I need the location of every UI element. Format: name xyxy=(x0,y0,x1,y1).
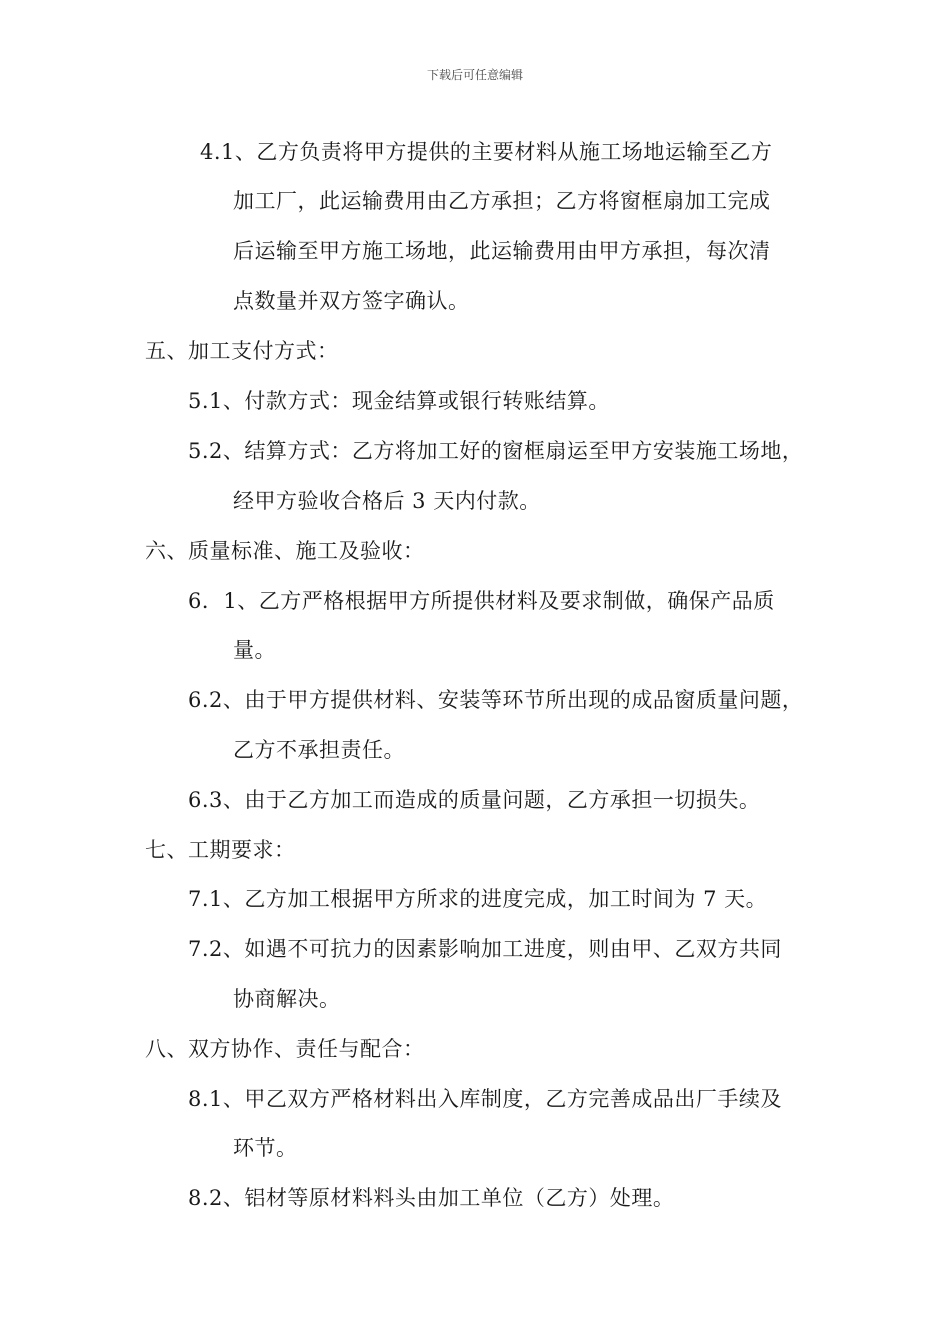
clause-6-3: 6.3、由于乙方加工而造成的质量问题，乙方承担一切损失。 xyxy=(188,788,761,812)
clause-4-1-line-2: 加工厂，此运输费用由乙方承担；乙方将窗框扇加工完成 xyxy=(233,189,771,213)
clause-8-2: 8.2、铝材等原材料料头由加工单位（乙方）处理。 xyxy=(188,1186,675,1210)
clause-7-1: 7.1、乙方加工根据甲方所求的进度完成，加工时间为 7 天。 xyxy=(188,887,768,911)
section-7-heading: 七、工期要求： xyxy=(145,838,296,862)
clause-6-2-line-2: 乙方不承担责任。 xyxy=(233,738,405,762)
clause-5-1: 5.1、付款方式：现金结算或银行转账结算。 xyxy=(188,389,610,413)
clause-6-1-line-1: 6．1、乙方严格根据甲方所提供材料及要求制做，确保产品质 xyxy=(188,589,775,613)
clause-5-2-line-2: 经甲方验收合格后 3 天内付款。 xyxy=(233,489,541,513)
clause-4-1-line-4: 点数量并双方签字确认。 xyxy=(233,289,470,313)
clause-6-2-line-1: 6.2、由于甲方提供材料、安装等环节所出现的成品窗质量问题， xyxy=(188,688,804,712)
clause-8-1-line-2: 环节。 xyxy=(233,1136,298,1160)
page-header: 下载后可任意编辑 xyxy=(426,68,523,82)
section-8-heading: 八、双方协作、责任与配合： xyxy=(145,1037,425,1061)
section-5-heading: 五、加工支付方式： xyxy=(145,339,339,363)
section-6-heading: 六、质量标准、施工及验收： xyxy=(145,539,425,563)
clause-8-1-line-1: 8.1、甲乙双方严格材料出入库制度，乙方完善成品出厂手续及 xyxy=(188,1087,782,1111)
clause-5-2-line-1: 5.2、结算方式：乙方将加工好的窗框扇运至甲方安装施工场地， xyxy=(188,439,804,463)
clause-7-2-line-2: 协商解决。 xyxy=(233,987,341,1011)
clause-6-1-line-2: 量。 xyxy=(233,638,276,662)
clause-7-2-line-1: 7.2、如遇不可抗力的因素影响加工进度，则由甲、乙双方共同 xyxy=(188,937,782,961)
clause-4-1-line-3: 后运输至甲方施工场地，此运输费用由甲方承担，每次清 xyxy=(233,239,771,263)
clause-4-1-line-1: 4.1、乙方负责将甲方提供的主要材料从施工场地运输至乙方 xyxy=(200,140,773,164)
